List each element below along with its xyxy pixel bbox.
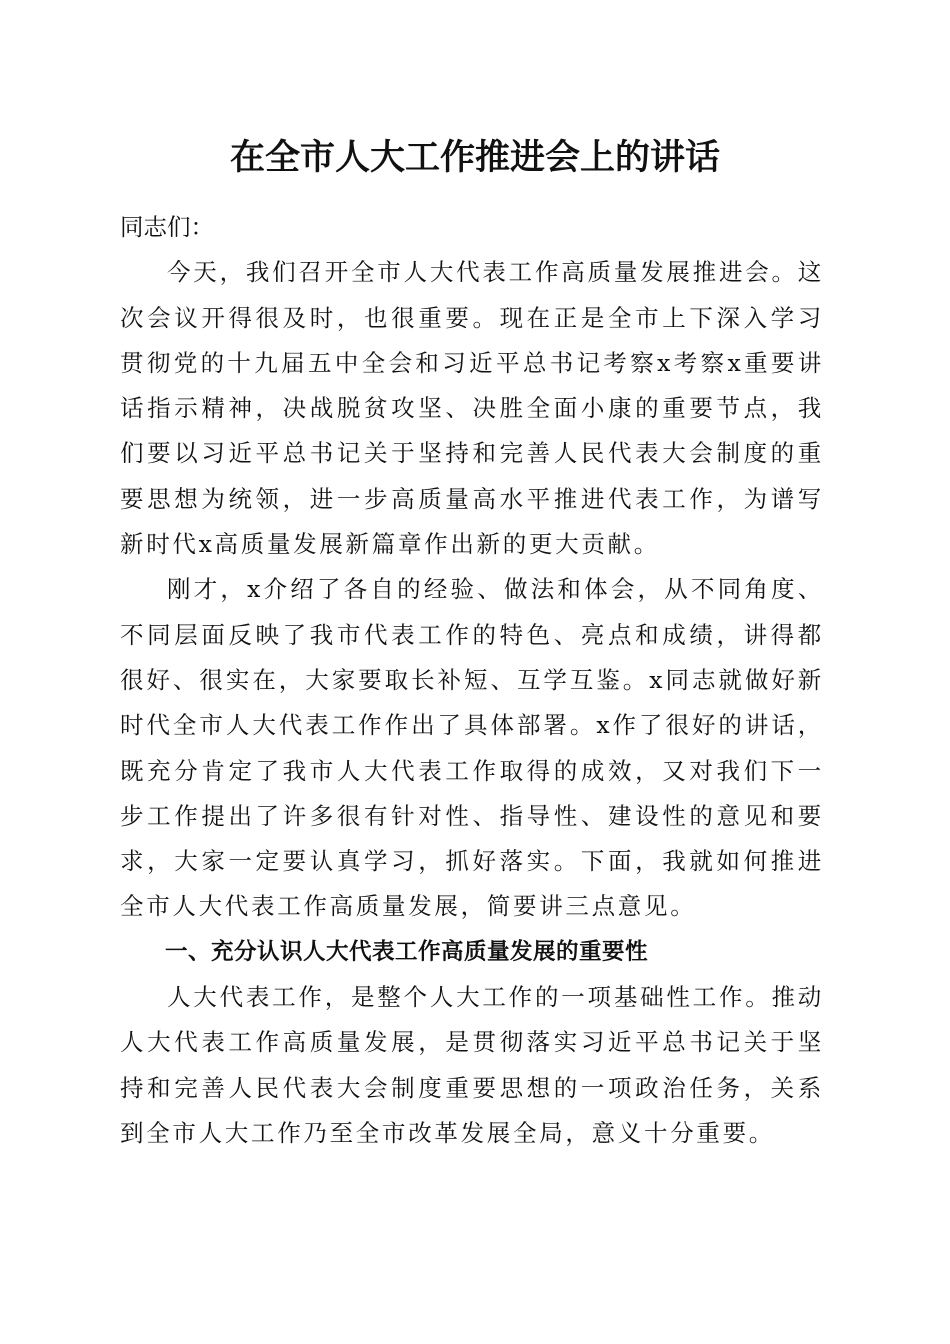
document-body: [120, 205, 824, 1156]
paragraph-section-1: 人大代表工作，是整个人大工作的一项基础性工作。推动人大代表工作高质量发展，是贯彻落实习近平总书记关于坚持和完善人民代表大会制度重要思想的一项政治任务，关系到全市人大工作乃至全市改革发展全局，意义十分重要。: [120, 983, 824, 1147]
document-title: 在全市人大工作推进会上的讲话: [229, 137, 720, 178]
paragraph-opening: 今天，我们召开全市人大代表工作高质量发展推进会。这次会议开得很及时，也很重要。现在正是全市上下深入学习贯彻党的十九届五中全会和习近平总书记考察x考察x重要讲话指示精神，决战脱贫攻坚、决胜全面小康的重要节点，我们要以习近平总书记关于坚持和完善人民代表大会制度的重要思想为统领，进一步高质量高水平推进代表工作，为谱写新时代x高质量发展新篇章作出新的更大贡献。: [120, 258, 824, 559]
section-heading-1: 一、充分认识人大代表工作高质量发展的重要性: [165, 938, 649, 965]
paragraph-review: 刚才，x介绍了各自的经验、做法和体会，从不同角度、不同层面反映了我市代表工作的特色、亮点和成绩，讲得都很好、很实在，大家要取长补短、互学互鉴。x同志就做好新时代全市人大代表工作作出了具体部署。x作了很好的讲话，既充分肯定了我市人大代表工作取得的成效，又对我们下一步工作提出了许多很有针对性、指导性、建设性的意见和要求，大家一定要认真学习，抓好落实。下面，我就如何推进全市人大代表工作高质量发展，简要讲三点意见。: [120, 575, 824, 921]
salutation: 同志们：: [120, 213, 214, 241]
